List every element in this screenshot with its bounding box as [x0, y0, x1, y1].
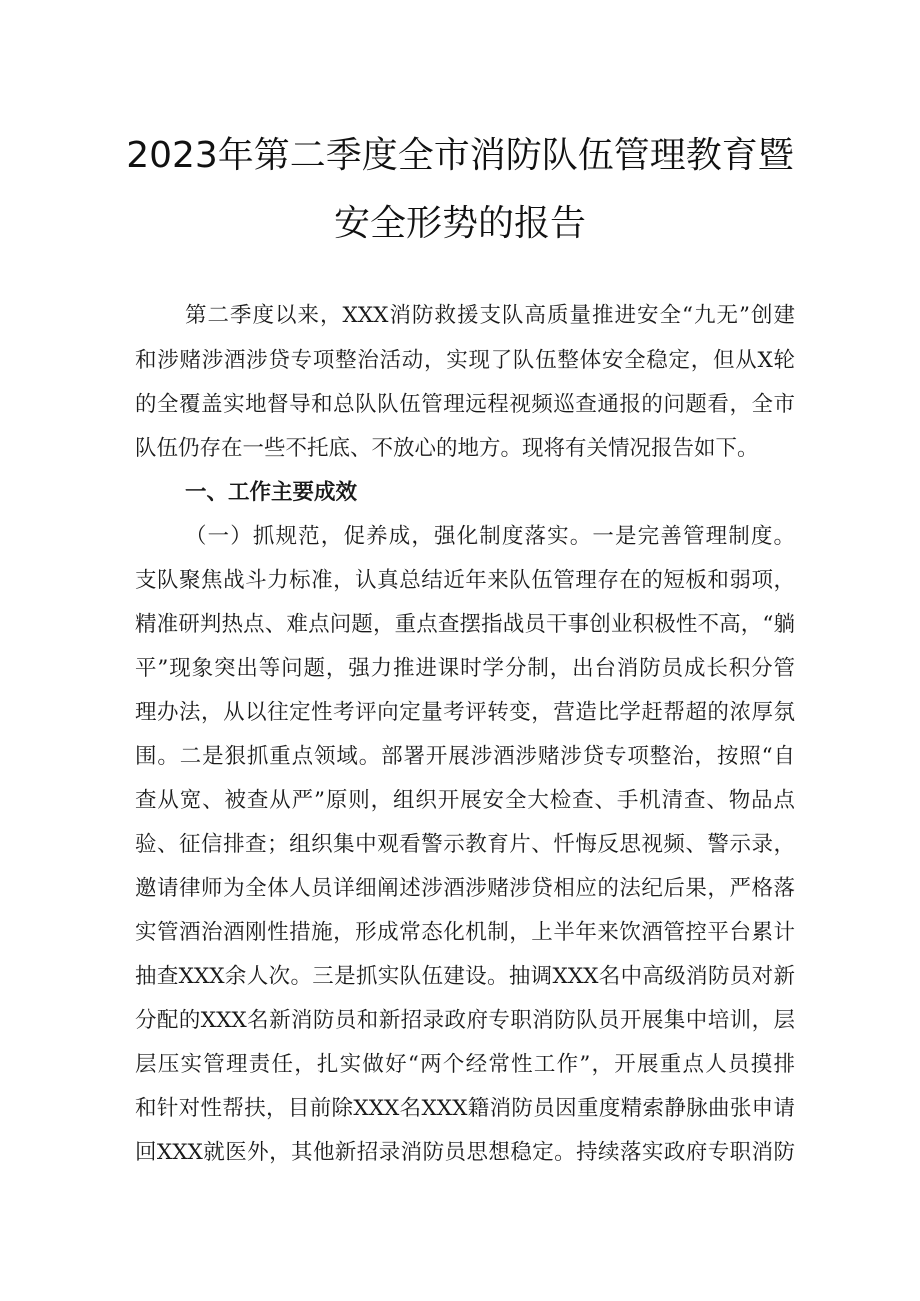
intro-paragraph-line: 队伍仍存在一些不托底、不放心的地方。现将有关情况报告如下。: [135, 436, 759, 461]
section-paragraph-line: 精准研判热点、难点问题，重点查摆指战员干事创业积极性不高，“躺: [135, 612, 795, 637]
section-paragraph-line: 分配的XXX名新消防员和新招录政府专职消防队员开展集中培训，层: [135, 1008, 795, 1033]
section-paragraph-line: 抽查XXX余人次。三是抓实队伍建设。抽调XXX名中高级消防员对新: [135, 964, 795, 989]
section-paragraph-line: 邀请律师为全体人员详细阐述涉酒涉赌涉贷相应的法纪后果，严格落: [135, 876, 795, 901]
section-heading: 一、工作主要成效: [185, 480, 358, 505]
intro-paragraph-line: 的全覆盖实地督导和总队队伍管理远程视频巡查通报的问题看，全市: [135, 392, 795, 417]
section-paragraph-line: 和针对性帮扶，目前除XXX名XXX籍消防员因重度精索静脉曲张申请: [135, 1096, 795, 1121]
section-paragraph-line: 理办法，从以往定性考评向定量考评转变，营造比学赶帮超的浓厚氛: [135, 700, 795, 725]
document-title-line-1: 2023年第二季度全市消防队伍管理教育暨: [126, 135, 794, 176]
section-paragraph-line: 回XXX就医外，其他新招录消防员思想稳定。持续落实政府专职消防: [135, 1140, 795, 1165]
section-paragraph-line: （一）抓规范，促养成，强化制度落实。一是完善管理制度。: [185, 524, 795, 549]
intro-paragraph-line: 和涉赌涉酒涉贷专项整治活动，实现了队伍整体安全稳定，但从X轮: [135, 348, 795, 373]
section-paragraph-line: 支队聚焦战斗力标准，认真总结近年来队伍管理存在的短板和弱项，: [135, 568, 795, 593]
section-paragraph-line: 验、征信排查；组织集中观看警示教育片、忏悔反思视频、警示录，: [135, 832, 795, 857]
section-paragraph-line: 层压实管理责任，扎实做好“两个经常性工作”，开展重点人员摸排: [135, 1052, 795, 1077]
intro-paragraph-line: 第二季度以来，XXX消防救援支队高质量推进安全“九无”创建: [185, 303, 795, 328]
section-paragraph-line: 围。二是狠抓重点领域。部署开展涉酒涉赌涉贷专项整治，按照“自: [135, 744, 795, 769]
section-paragraph-line: 平”现象突出等问题，强力推进课时学分制，出台消防员成长积分管: [135, 656, 795, 681]
document-title-line-2: 安全形势的报告: [333, 203, 586, 244]
section-paragraph-line: 实管酒治酒刚性措施，形成常态化机制，上半年来饮酒管控平台累计: [135, 920, 795, 945]
section-paragraph-line: 查从宽、被查从严”原则，组织开展安全大检查、手机清查、物品点: [135, 788, 795, 813]
